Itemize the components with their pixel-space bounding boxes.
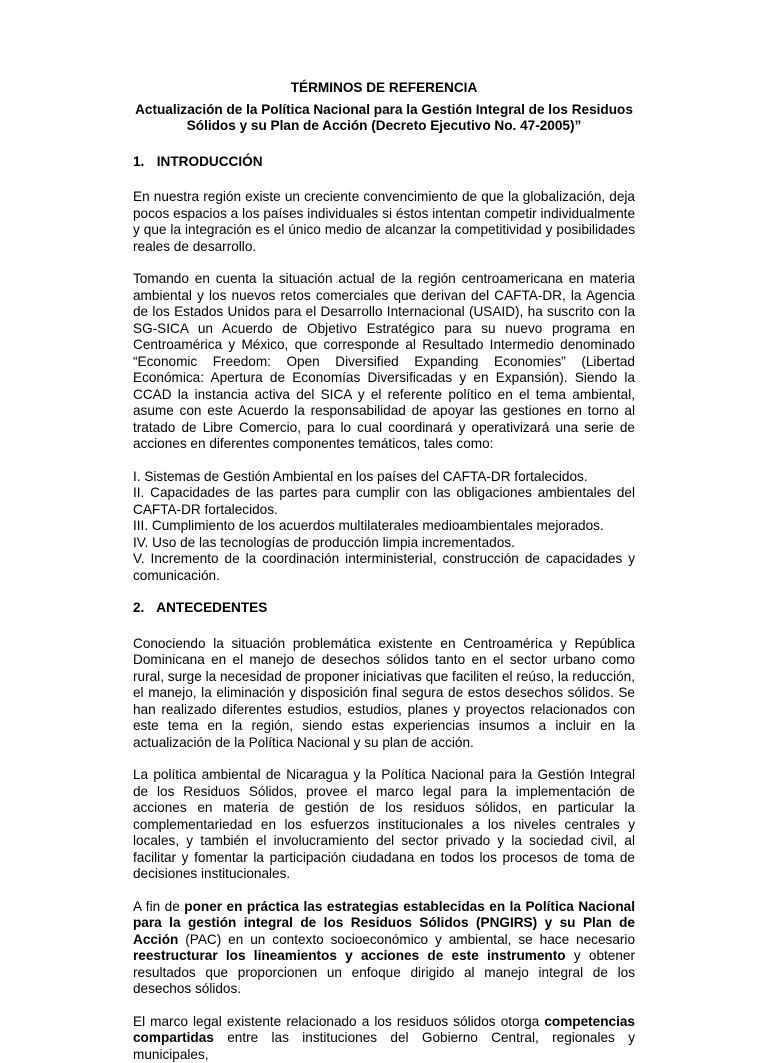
section-heading-introduccion xyxy=(133,154,635,171)
paragraph xyxy=(133,899,635,998)
list-item: III. Cumplimiento de los acuerdos multilaterales medioambientales mejorados. xyxy=(133,518,635,535)
paragraph: La política ambiental de Nicaragua y la Política Nacional para la Gestión Integral de los Residuos Sólidos, provee el marco legal para la implementación de acciones en materia de gestión de los residuos sólidos, en particular la complementariedad en los esfuerzos institucionales a los niveles centrales y locales, y también el involucramiento del sector privado y la sociedad civil, al facilitar y fomentar la participación ciudadana en todos los procesos de toma de decisiones institucionales. xyxy=(133,767,635,883)
document-title: TÉRMINOS DE REFERENCIA xyxy=(133,80,635,97)
section-number: 2. xyxy=(133,600,153,617)
text-run: (PAC) en un contexto socioeconómico y ambiental, se hace necesario xyxy=(178,932,635,947)
text-run: El marco legal existente relacionado a los residuos sólidos otorga xyxy=(133,1014,544,1029)
list-item: V. Incremento de la coordinación interministerial, construcción de capacidades y comunicación. xyxy=(133,551,635,584)
components-list xyxy=(133,469,635,585)
text-run: y obtener resultados que proporcionen un enfoque dirigido al manejo integral de los desechos sólidos. xyxy=(133,948,635,996)
paragraph: Tomando en cuenta la situación actual de la región centroamericana en materia ambiental y los nuevos retos comerciales que derivan del CAFTA-DR, la Agencia de los Estados Unidos para el Desarrollo Internacional (USAID), ha suscrito con la SG-SICA un Acuerdo de Objetivo Estratégico para su nuevo programa en Centroamérica y México, que corresponde al Resultado Intermedio denominado “Economic Freedom: Open Diversified Expanding Economies” (Libertad Económica: Apertura de Economías Diversificadas y en Expansión). Siendo la CCAD la instancia activa del SICA y el referente político en el tema ambiental, asume con este Acuerdo la responsabilidad de apoyar las gestiones en torno al tratado de Libre Comercio, para lo cual coordinará y operativizará una serie de acciones en diferentes componentes temáticos, tales como: xyxy=(133,271,635,453)
section-title: INTRODUCCIÓN xyxy=(157,154,263,169)
section-heading-antecedentes xyxy=(133,600,635,617)
list-item: I. Sistemas de Gestión Ambiental en los países del CAFTA-DR fortalecidos. xyxy=(133,469,635,486)
paragraph xyxy=(133,1014,635,1063)
list-item: II. Capacidades de las partes para cumplir con las obligaciones ambientales del CAFTA-DR fortalecidos. xyxy=(133,485,635,518)
section-number: 1. xyxy=(133,154,153,171)
bold-text-run: reestructurar los lineamientos y acciones de este instrumento xyxy=(133,948,566,963)
bold-text-run: poner en práctica las estrategias establecidas en la Política Nacional para la gestión integral de los Residuos Sólidos (PNGIRS) y su Plan de Acción xyxy=(133,899,635,947)
text-run: entre las instituciones del Gobierno Central, regionales y municipales, xyxy=(133,1030,635,1062)
text-run: A fin de xyxy=(133,899,184,914)
list-item: IV. Uso de las tecnologías de producción limpia incrementados. xyxy=(133,535,635,552)
document-subtitle: Actualización de la Política Nacional para la Gestión Integral de los Residuos Sólidos y su Plan de Acción (Decreto Ejecutivo No. 47-2005)” xyxy=(133,102,635,135)
section-title: ANTECEDENTES xyxy=(156,600,267,615)
document-title-block xyxy=(133,80,635,135)
bold-text-run: competencias compartidas xyxy=(133,1014,635,1046)
paragraph: Conociendo la situación problemática existente en Centroamérica y República Dominicana en el manejo de desechos sólidos tanto en el sector urbano como rural, surge la necesidad de proponer iniciativas que faciliten el reúso, la reducción, el manejo, la eliminación y disposición final segura de estos desechos sólidos. Se han realizado diferentes estudios, estudios, planes y proyectos relacionados con este tema en la región, siendo estas experiencias insumos a incluir en la actualización de la Política Nacional y su plan de acción. xyxy=(133,636,635,752)
paragraph: En nuestra región existe un creciente convencimiento de que la globalización, deja pocos espacios a los países individuales si éstos intentan competir individualmente y que la integración es el único medio de alcanzar la competitividad y posibilidades reales de desarrollo. xyxy=(133,189,635,255)
